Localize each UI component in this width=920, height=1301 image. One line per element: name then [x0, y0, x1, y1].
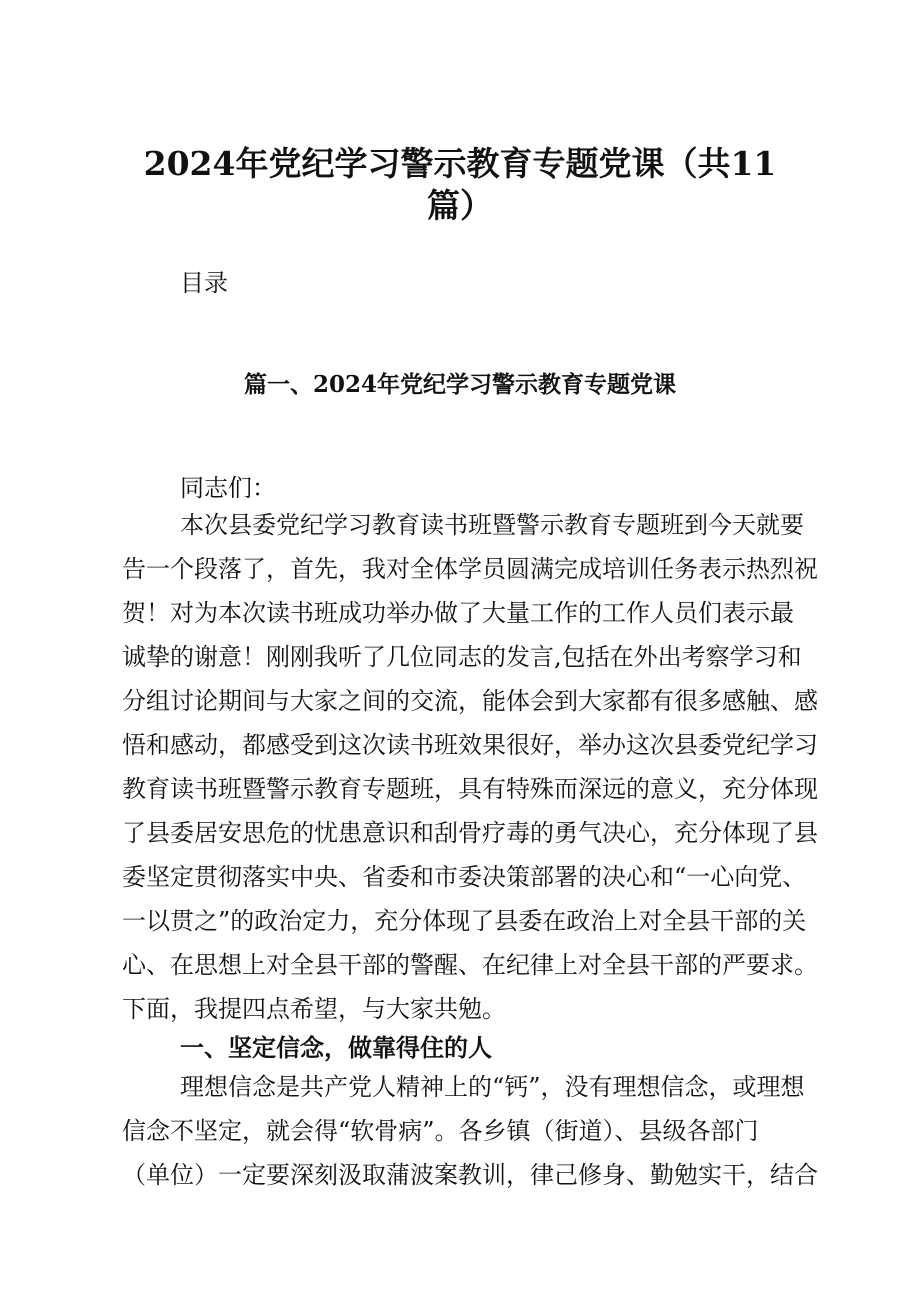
document-title-line-2 [120, 180, 800, 227]
paragraph-line: 悟和感动，都感受到这次读书班效果很好，举办这次县委党纪学习 [122, 731, 818, 759]
paragraph-line: 理想信念是共产党人精神上的“钙”，没有理想信念，或理想 [180, 1073, 805, 1101]
document-title-line-1: 2024年党纪学习警示教育专题党课（共11 [143, 144, 777, 183]
section-heading-1: 一、坚定信念，做靠得住的人 [180, 1033, 492, 1062]
chapter-title: 篇一、2024年党纪学习警示教育专题党课 [243, 371, 676, 398]
paragraph-line: 了县委居安思危的忧患意识和刮骨疗毒的勇气决心，充分体现了县 [122, 819, 818, 847]
paragraph-line: 贺！对为本次读书班成功举办做了大量工作的工作人员们表示最 [122, 599, 794, 627]
paragraph-line: 下面，我提四点希望，与大家共勉。 [122, 995, 506, 1023]
paragraph-line: 信念不坚定，就会得“软骨病”。各乡镇（街道）、县级各部门 [122, 1117, 759, 1145]
paragraph-line: 教育读书班暨警示教育专题班，具有特殊而深远的意义，充分体现 [122, 775, 818, 803]
paragraph-line: 本次县委党纪学习教育读书班暨警示教育专题班到今天就要 [180, 511, 804, 539]
paragraph-line: 一以贯之”的政治定力，充分体现了县委在政治上对全县干部的关 [122, 907, 807, 935]
paragraph-line: 分组讨论期间与大家之间的交流，能体会到大家都有很多感触、感 [122, 687, 818, 715]
table-of-contents-label: 目录 [180, 269, 228, 297]
document-title-line-2-text: 篇） [427, 186, 493, 225]
paragraph-line: （单位）一定要深刻汲取蒲波案教训，律己修身、勤勉实干，结合 [122, 1161, 818, 1189]
paragraph-line: 告一个段落了，首先，我对全体学员圆满完成培训任务表示热烈祝 [122, 555, 818, 583]
greeting: 同志们： [180, 474, 276, 502]
paragraph-line: 诚挚的谢意！刚刚我听了几位同志的发言,包括在外出考察学习和 [122, 643, 802, 671]
paragraph-line: 心、在思想上对全县干部的警醒、在纪律上对全县干部的严要求。 [122, 951, 818, 979]
paragraph-line: 委坚定贯彻落实中央、省委和市委决策部署的决心和“一心向党、 [122, 863, 807, 891]
